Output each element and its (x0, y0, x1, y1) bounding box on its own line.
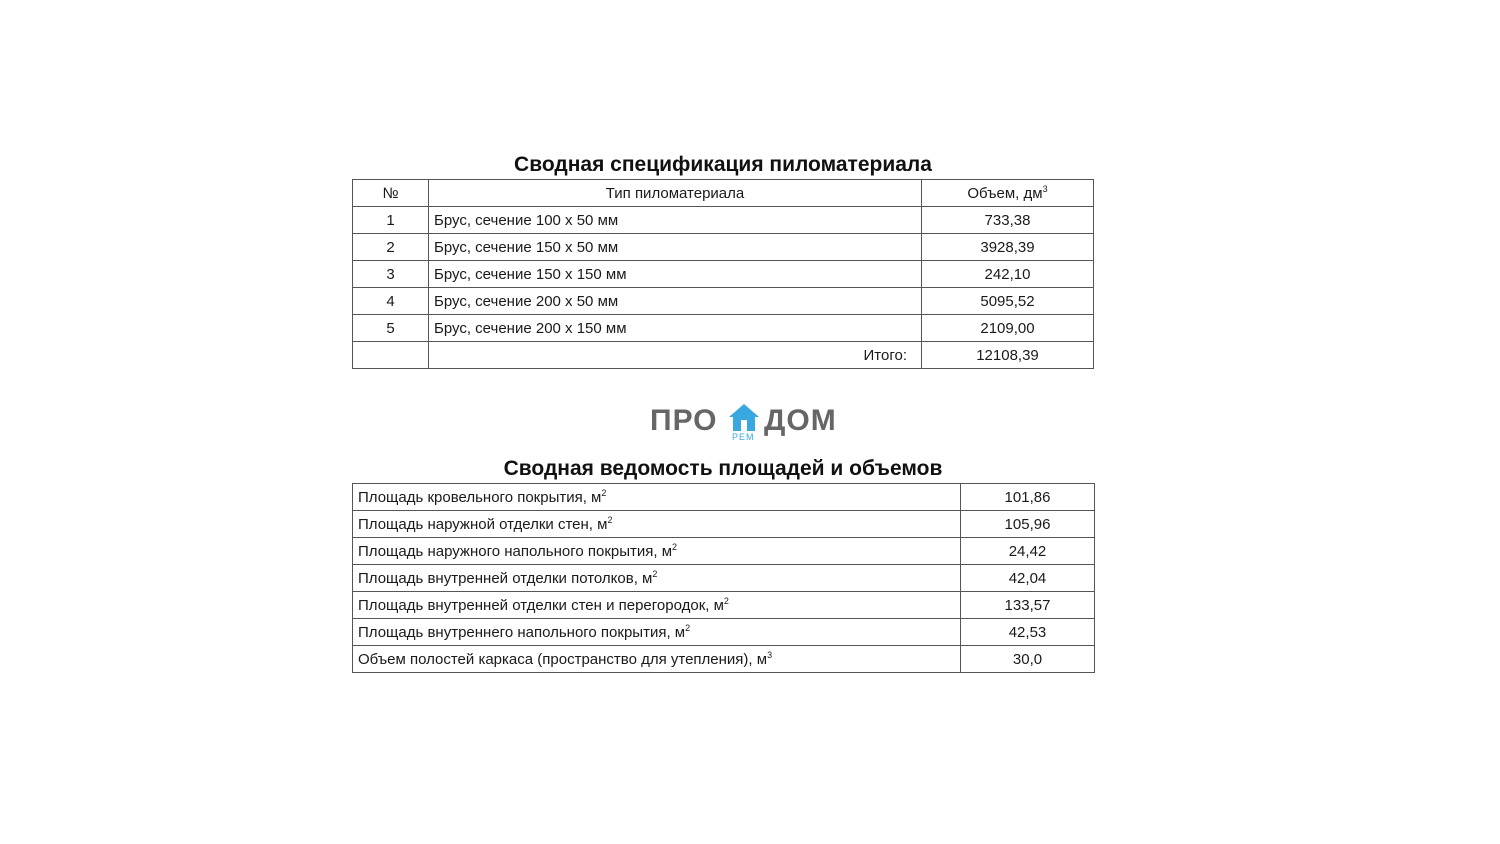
row-type: Брус, сечение 150 х 150 мм (429, 261, 922, 288)
area-label-exp: 2 (723, 595, 729, 606)
row-num: 3 (353, 261, 429, 288)
areas-table (352, 483, 1095, 673)
row-num: 4 (353, 288, 429, 315)
spec-table (352, 179, 1094, 369)
logo-sub: РЕМ (732, 432, 755, 442)
area-label-exp: 2 (652, 568, 658, 579)
area-label (353, 511, 961, 538)
area-label-text: Площадь внутреннего напольного покрытия, м (358, 623, 686, 641)
area-value: 24,42 (961, 538, 1095, 565)
table-row (353, 261, 1094, 288)
spec-header-num: № (353, 180, 429, 207)
table-row (353, 484, 1095, 511)
row-volume: 2109,00 (922, 315, 1094, 342)
total-value: 12108,39 (922, 342, 1094, 369)
area-value: 105,96 (961, 511, 1095, 538)
table-row (353, 565, 1095, 592)
house-icon (728, 402, 760, 434)
area-label (353, 619, 961, 646)
area-label-text: Площадь кровельного покрытия, м (358, 488, 602, 506)
spec-header-row (353, 180, 1094, 207)
row-type: Брус, сечение 150 х 50 мм (429, 234, 922, 261)
area-label-exp: 2 (672, 541, 678, 552)
spec-header-volume-label: Объем, дм (967, 184, 1043, 202)
row-volume: 3928,39 (922, 234, 1094, 261)
total-empty-cell (353, 342, 429, 369)
row-num: 2 (353, 234, 429, 261)
area-label-exp: 2 (685, 622, 691, 633)
area-label-exp: 2 (601, 487, 607, 498)
row-num: 5 (353, 315, 429, 342)
row-volume: 733,38 (922, 207, 1094, 234)
area-label (353, 646, 961, 673)
table-row (353, 646, 1095, 673)
area-value: 30,0 (961, 646, 1095, 673)
total-label: Итого: (429, 342, 922, 369)
prodom-logo (650, 400, 850, 444)
areas-title: Сводная ведомость площадей и объемов (503, 457, 943, 480)
table-row (353, 592, 1095, 619)
area-label-text: Площадь наружного напольного покрытия, м (358, 542, 673, 560)
area-label-text: Объем полостей каркаса (пространство для утепления), м (358, 650, 768, 668)
logo-word-pro: ПРО (650, 404, 718, 437)
area-value: 133,57 (961, 592, 1095, 619)
table-row (353, 288, 1094, 315)
row-type: Брус, сечение 200 х 50 мм (429, 288, 922, 315)
row-type: Брус, сечение 200 х 150 мм (429, 315, 922, 342)
logo-word-dom: ДОМ (764, 404, 837, 437)
row-volume: 242,10 (922, 261, 1094, 288)
area-label (353, 592, 961, 619)
area-label-text: Площадь наружной отделки стен, м (358, 515, 608, 533)
spec-header-type: Тип пиломатериала (429, 180, 922, 207)
table-row (353, 538, 1095, 565)
table-row (353, 315, 1094, 342)
area-label-text: Площадь внутренней отделки потолков, м (358, 569, 653, 587)
spec-header-volume-exp: 3 (1042, 183, 1048, 194)
area-label-exp: 3 (767, 649, 773, 660)
row-volume: 5095,52 (922, 288, 1094, 315)
area-label (353, 565, 961, 592)
area-value: 101,86 (961, 484, 1095, 511)
spec-header-volume (922, 180, 1094, 207)
area-label (353, 538, 961, 565)
row-num: 1 (353, 207, 429, 234)
area-value: 42,53 (961, 619, 1095, 646)
area-label (353, 484, 961, 511)
table-row (353, 619, 1095, 646)
table-row (353, 234, 1094, 261)
table-row (353, 511, 1095, 538)
area-label-text: Площадь внутренней отделки стен и перегородок, м (358, 596, 724, 614)
spec-total-row (353, 342, 1094, 369)
table-row (353, 207, 1094, 234)
area-value: 42,04 (961, 565, 1095, 592)
row-type: Брус, сечение 100 х 50 мм (429, 207, 922, 234)
area-label-exp: 2 (607, 514, 613, 525)
spec-title: Сводная спецификация пиломатериала (514, 153, 932, 176)
